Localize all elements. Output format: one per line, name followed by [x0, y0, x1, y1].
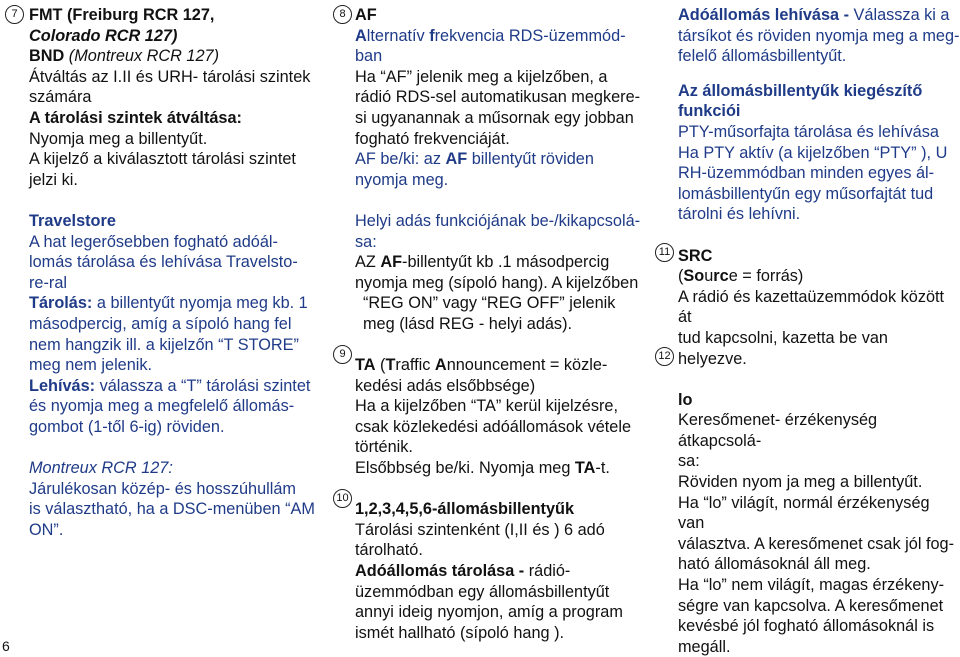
- fmt-heading: FMT (Freiburg RCR 127,: [29, 6, 215, 24]
- lo-heading: lo: [678, 390, 693, 409]
- item-number-9: 9: [333, 345, 352, 364]
- item-number-10: 10: [333, 489, 352, 508]
- bnd-heading: BND (Montreux RCR 127): [29, 47, 220, 66]
- column-1: FMT (Freiburg RCR 127, Colorado RCR 127) BND (Montreux RCR 127) Átváltás az I.II és URH- tárolási szintek számára A tárolási szintek átváltása: Nyomja meg a billentyűt. A kijelző a kiválasztott tárolási szintet jelzi ki. Travelstore A hat legerősebben fogható adóál- lomás tárolása és lehívása Travelsto- re-ral Tárolás: a billentyűt nyomja meg kb. 1 másodpercig, amíg a sípoló hang fel nem hangzik ill. a kijelzőn “T STORE” meg nem jelenik. Lehívás: válassza a “T” tárolási szintet és nyomja meg a megfelelő állomás- gombot (1-től 6-ig) röviden. Montreux RCR 127: Járulékosan közép- és hosszúhullám is választható, ha a DSC-menüben “AM ON”.: [29, 6, 315, 539]
- src-heading: SRC: [678, 246, 713, 265]
- preset-keys-heading: 1,2,3,4,5,6-állomásbillentyűk: [355, 500, 574, 519]
- page-number: 6: [2, 638, 10, 654]
- af-section: Alternatív frekvencia RDS-üzemmód- ban: [355, 26, 626, 66]
- extra-functions-section: Az állomásbillentyűk kiegészítő funkciói PTY-műsorfajta tárolása és lehívása Ha PTY aktív (a kijelzőben “PTY” ), U RH-üzemmódban minden egyes ál- lomásbillentyűn egy műsorfajtát tud tárolni és lehívni.: [678, 81, 948, 224]
- montreux-heading: Montreux RCR 127:: [29, 459, 173, 478]
- item-number-8: 8: [333, 5, 352, 24]
- travelstore-heading: Travelstore: [29, 211, 116, 230]
- column-2: AF Alternatív frekvencia RDS-üzemmód- ban Ha “AF” jelenik meg a kijelzőben, a rádió RDS-sel automatikusan megkere- si ugyanannak a műsornak egy jobban fogható frekvenciáját. AF be/ki: az AF billentyűt röviden nyomja meg. Helyi adás funkciójának be-/kikapcsolá- sa: AZ AF-billentyűt kb .1 másodpercig nyomja meg (sípoló hang). A kijelzőben “REG ON” vagy “REG OFF” jelenik meg (lásd REG - helyi adás). TA (Traffic Announcement = közle- kedési adás elsőbbsége) Ha a kijelzőben “TA” kerül kijelzésre, csak közlekedési adóállomások vétele történik. Elsőbbség be/ki. Nyomja meg TA-t. 1,2,3,4,5,6-állomásbillentyűk Tárolási szintenként (I,II és ) 6 adó tárolható. Adóállomás tárolása - rádió- üzemmódban egy állomásbillentyűt annyi ideig nyomjon, amíg a program ismét hallható (sípoló hang ).: [355, 6, 641, 642]
- item-number-7: 7: [5, 5, 24, 24]
- af-heading: AF: [355, 6, 377, 24]
- item-number-11: 11: [655, 243, 674, 262]
- recall-section: Adóállomás lehívása - Válassza ki a társíkot és röviden nyomja meg a meg- felelő állomásbillentyűt.: [678, 6, 960, 66]
- column-3: Adóállomás lehívása - Válassza ki a társíkot és röviden nyomja meg a meg- felelő állomásbillentyűt. Az állomásbillentyűk kiegészítő funkciói PTY-műsorfajta tárolása és lehívása Ha PTY aktív (a kijelzőben “PTY” ), U RH-üzemmódban minden egyes ál- lomásbillentyűn egy műsorfajtát tud tárolni és lehívni. SRC (Source = forrás) A rádió és kazettaüzemmódok között át tud kapcsolni, kazetta be van helyezve. lo Keresőmenet- érzékenység átkapcsolá- sa: Röviden nyom ja meg a billentyűt. Ha “lo” világít, normál érzékenység van választva. A keresőmenet csak jól fog- ható állomásoknál áll meg. Ha “lo” nem világít, magas érzékeny- ségre van kapcsolva. A keresőmenet kevésbé jól fogható állomásoknál is megáll.: [678, 6, 960, 656]
- travelstore-section: Travelstore A hat legerősebben fogható adóál- lomás tárolása és lehívása Travelsto- re-ral Tárolás: a billentyűt nyomja meg kb. 1 másodpercig, amíg a sípoló hang fel nem hangzik ill. a kijelzőn “T STORE” meg nem jelenik. Lehívás: válassza a “T” tárolási szintet és nyomja meg a megfelelő állomás- gombot (1-től 6-ig) röviden. Montreux RCR 127: Járulékosan közép- és hosszúhullám is választható, ha a DSC-menüben “AM ON”.: [29, 211, 315, 539]
- ta-heading: TA (Traffic Announcement = közle-: [355, 356, 608, 375]
- item-number-12: 12: [655, 347, 674, 366]
